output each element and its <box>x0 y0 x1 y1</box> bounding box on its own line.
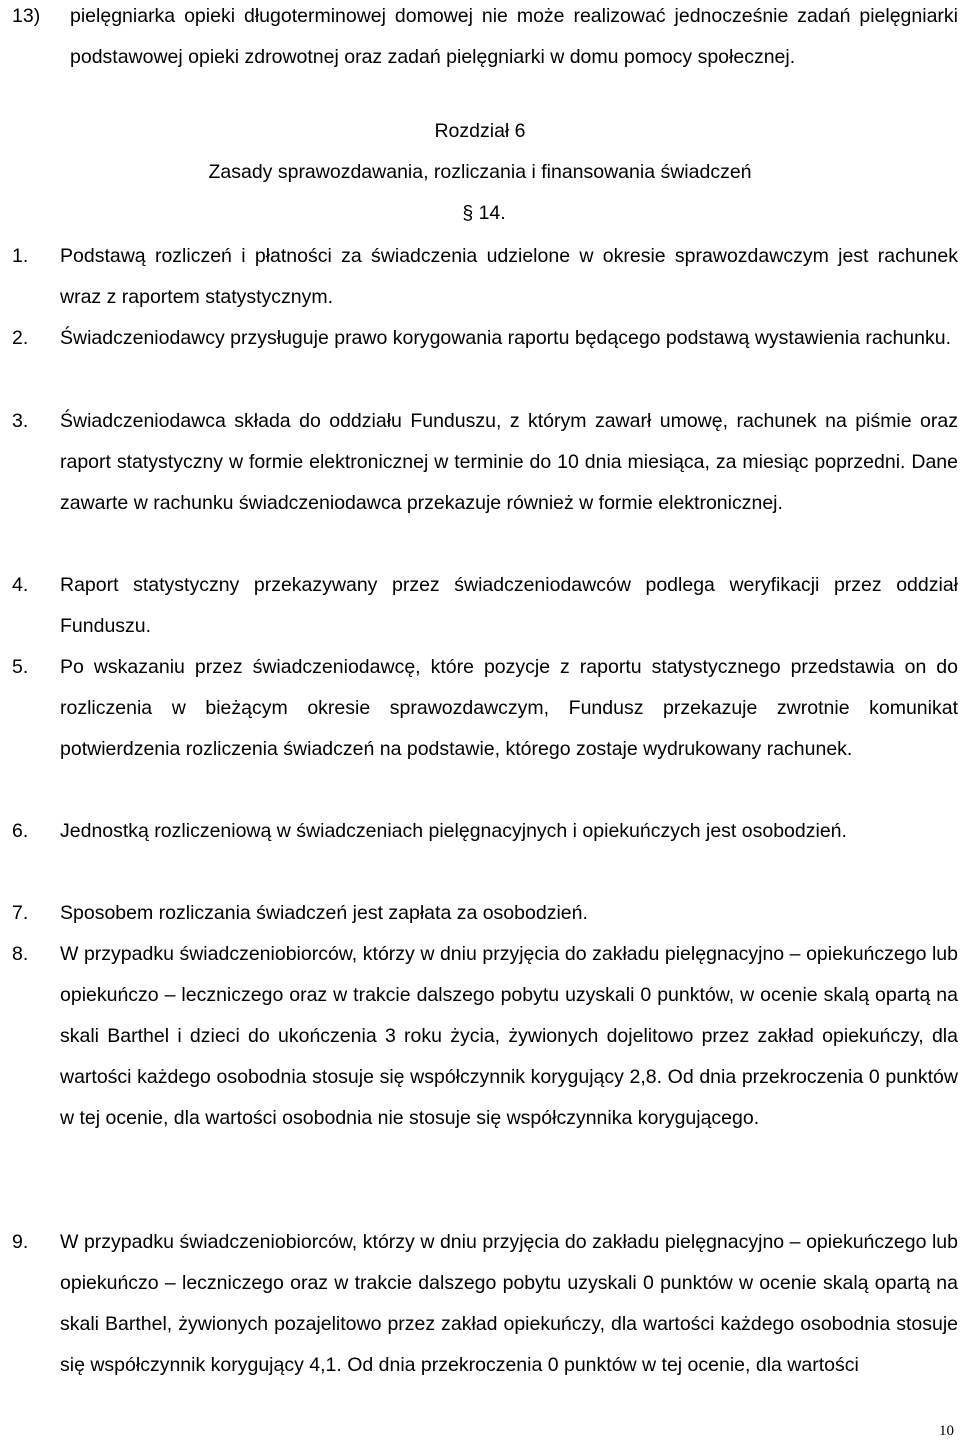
point-text: Świadczeniodawcy przysługuje prawo korygowania raportu będącego podstawą wystawienia rachunku. <box>60 327 952 349</box>
point-number: 7. <box>12 902 29 924</box>
point-text: W przypadku świadczeniobiorców, którzy w dniu przyjęcia do zakładu pielęgnacyjno – opiekuńczego lub opiekuńczo – leczniczego oraz w trakcie dalszego pobytu uzyskali 0 punktów w ocenie skalą opartą na skali Barthel, żywionych pozajelitowo przez zakład opiekuńczy, dla wartości każdego osobodnia stosuje się współczynnik korygujący 4,1. Od dnia przekroczenia 0 punktów w tej ocenie, dla wartości <box>60 1231 958 1376</box>
point-text: Świadczeniodawca składa do oddziału Funduszu, z którym zawarł umowę, rachunek na piśmie oraz raport statystyczny w formie elektronicznej w terminie do 10 dnia miesiąca, za miesiąc poprzedni. Dane zawarte w rachunku świadczeniodawca przekazuje również w formie elektronicznej. <box>60 410 958 514</box>
point-text: Po wskazaniu przez świadczeniodawcę, które pozycje z raportu statystycznego przedstawia on do rozliczenia w bieżącym okresie sprawozdawczym, Fundusz przekazuje zwrotnie komunikat potwierdzenia rozliczenia świadczeń na podstawie, którego zostaje wydrukowany rachunek. <box>60 656 958 760</box>
point-1 <box>12 236 958 318</box>
point-text: Raport statystyczny przekazywany przez świadczeniodawców podlega weryfikacji przez oddział Funduszu. <box>60 574 958 637</box>
point-number: 1. <box>12 245 29 267</box>
point-text: Podstawą rozliczeń i płatności za świadczenia udzielone w okresie sprawozdawczym jest rachunek wraz z raportem statystycznym. <box>60 245 958 308</box>
point-4 <box>12 565 958 647</box>
point-number: 2. <box>12 327 29 349</box>
point-text: Jednostką rozliczeniową w świadczeniach pielęgnacyjnych i opiekuńczych jest osobodzień. <box>60 820 847 842</box>
list-item-13 <box>12 0 958 78</box>
point-number: 4. <box>12 574 29 596</box>
point-number: 3. <box>12 410 29 432</box>
point-number: 5. <box>12 656 29 678</box>
item-text: pielęgniarka opieki długoterminowej domowej nie może realizować jednocześnie zadań pielęgniarki podstawowej opieki zdrowotnej oraz zadań pielęgniarki w domu pomocy społecznej. <box>70 5 958 68</box>
point-6 <box>12 811 958 852</box>
point-text: W przypadku świadczeniobiorców, którzy w dniu przyjęcia do zakładu pielęgnacyjno – opiekuńczego lub opiekuńczo – leczniczego oraz w trakcie dalszego pobytu uzyskali 0 punktów, w ocenie skalą opartą na skali Barthel i dzieci do ukończenia 3 roku życia, żywionych dojelitowo przez zakład opiekuńczy, dla wartości każdego osobodnia stosuje się współczynnik korygujący 2,8. Od dnia przekroczenia 0 punktów w tej ocenie, dla wartości osobodnia nie stosuje się współczynnika korygującego. <box>60 943 958 1129</box>
point-9 <box>12 1222 958 1386</box>
point-5 <box>12 647 958 770</box>
point-number: 6. <box>12 820 29 842</box>
point-7 <box>12 893 958 934</box>
item-number: 13) <box>12 5 41 27</box>
point-2 <box>12 318 958 359</box>
point-text: Sposobem rozliczania świadczeń jest zapłata za osobodzień. <box>60 902 588 924</box>
page-number: 10 <box>939 1423 954 1439</box>
section-heading: § 14. <box>462 202 506 224</box>
point-8 <box>12 934 958 1139</box>
point-number: 8. <box>12 943 29 965</box>
chapter-title: Rozdział 6 <box>434 120 526 142</box>
chapter-subtitle: Zasady sprawozdawania, rozliczania i finansowania świadczeń <box>208 161 752 183</box>
point-number: 9. <box>12 1231 29 1253</box>
point-3 <box>12 401 958 524</box>
